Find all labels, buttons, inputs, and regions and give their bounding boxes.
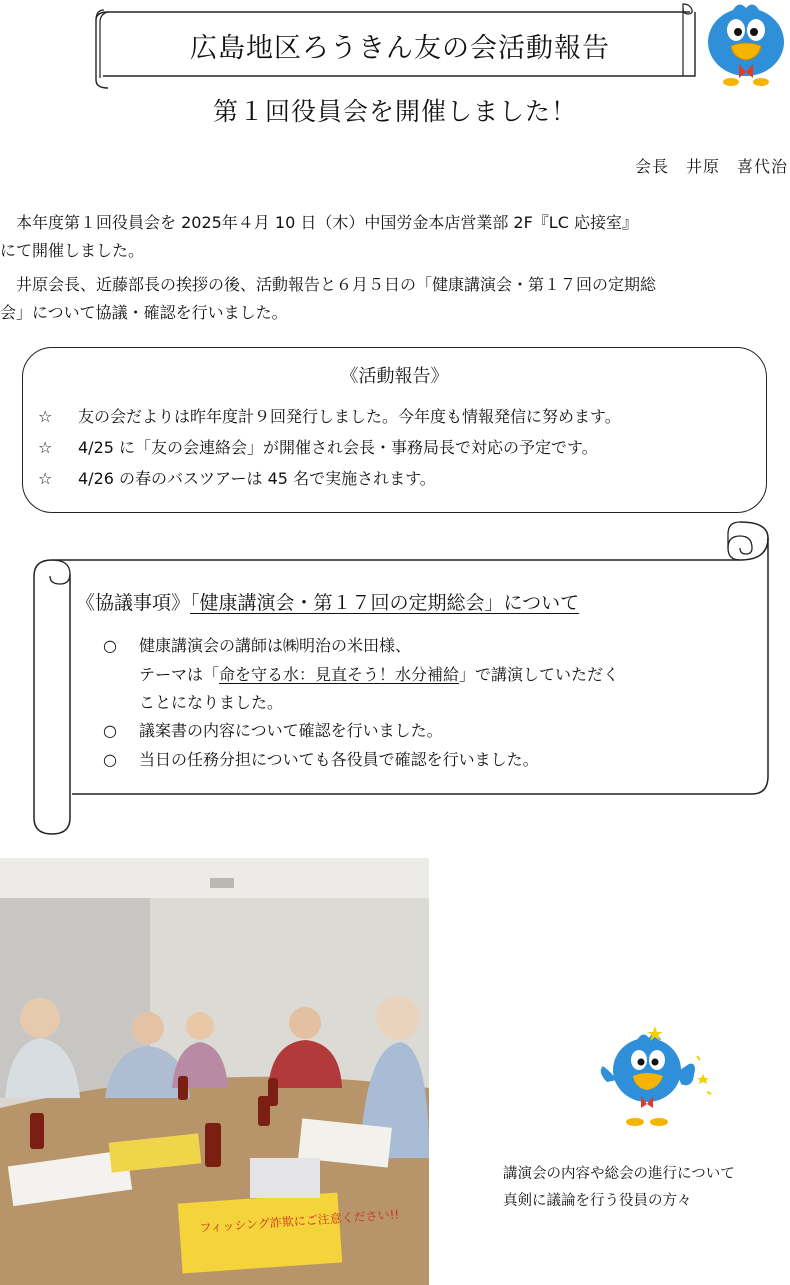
discussion-item-text: 」で講演していただく [459,665,620,684]
discussion-heading-topic: 「健康講演会・第１７回の定期総会」について [190,592,580,614]
discussion-item-text: 健康講演会の講師は㈱明治の米田様、 [139,636,412,655]
activity-item [38,435,598,458]
bird-mascot-thumbs-up-icon [597,1022,719,1134]
poster-text: フィッシング詐欺にご注意ください!! [199,1207,400,1236]
activity-item-text: 4/25 に「友の会連絡会」が開催され会長・事務局長で対応の予定です。 [78,438,598,457]
photo-caption-line: 真剣に議論を行う役員の方々 [503,1193,692,1209]
photo-caption-line: 講演会の内容や総会の進行について [503,1166,735,1182]
lecture-theme: 命を守る水：見直そう！水分補給 [219,665,460,684]
discussion-heading-prefix: 《協議事項》 [76,592,191,614]
activity-item [38,404,621,427]
discussion-item-text: テーマは「 [139,665,220,684]
activity-item [38,466,436,489]
activity-item-text: 友の会だよりは昨年度計９回発行しました。今年度も情報発信に努めます。 [78,407,621,426]
star-icon: ☆ [38,407,53,426]
star-icon: ☆ [38,469,53,488]
activity-item-text: 4/26 の春のバスツアーは 45 名で実施されます。 [78,469,436,488]
activity-heading: 《活動報告》 [340,366,449,387]
intro-paragraph-line: 会」について協議・確認を行いました。 [0,303,288,322]
page-title: 広島地区ろうきん友の会活動報告 [190,33,610,64]
intro-paragraph-line: 井原会長、近藤部長の挨拶の後、活動報告と６月５日の「健康講演会・第１７回の定期総 [0,275,657,294]
discussion-item-continuation [139,662,619,685]
intro-paragraph-line: 本年度第１回役員会を 2025年４月 10 日（木）中国労金本店営業部 2F『LC 応接室』 [0,213,638,232]
star-icon: ☆ [38,438,53,457]
bird-mascot-icon [703,0,790,88]
discussion-item [103,747,539,770]
discussion-item-text: 議案書の内容について確認を行いました。 [139,721,443,740]
circle-bullet-icon: ○ [103,721,117,740]
circle-bullet-icon: ○ [103,750,117,769]
discussion-item-text: 当日の任務分担についても各役員で確認を行いました。 [139,750,539,769]
discussion-item [103,633,411,656]
discussion-heading [76,588,579,615]
circle-bullet-icon: ○ [103,636,117,655]
intro-paragraph-line: にて開催しました。 [0,241,145,260]
discussion-item [103,718,443,741]
discussion-item-continuation: ことになりました。 [139,693,284,712]
page-subtitle: 第１回役員会を開催しました！ [212,97,577,126]
meeting-photo [0,858,429,1285]
author-line: 会長 井原 喜代治 [634,157,788,176]
